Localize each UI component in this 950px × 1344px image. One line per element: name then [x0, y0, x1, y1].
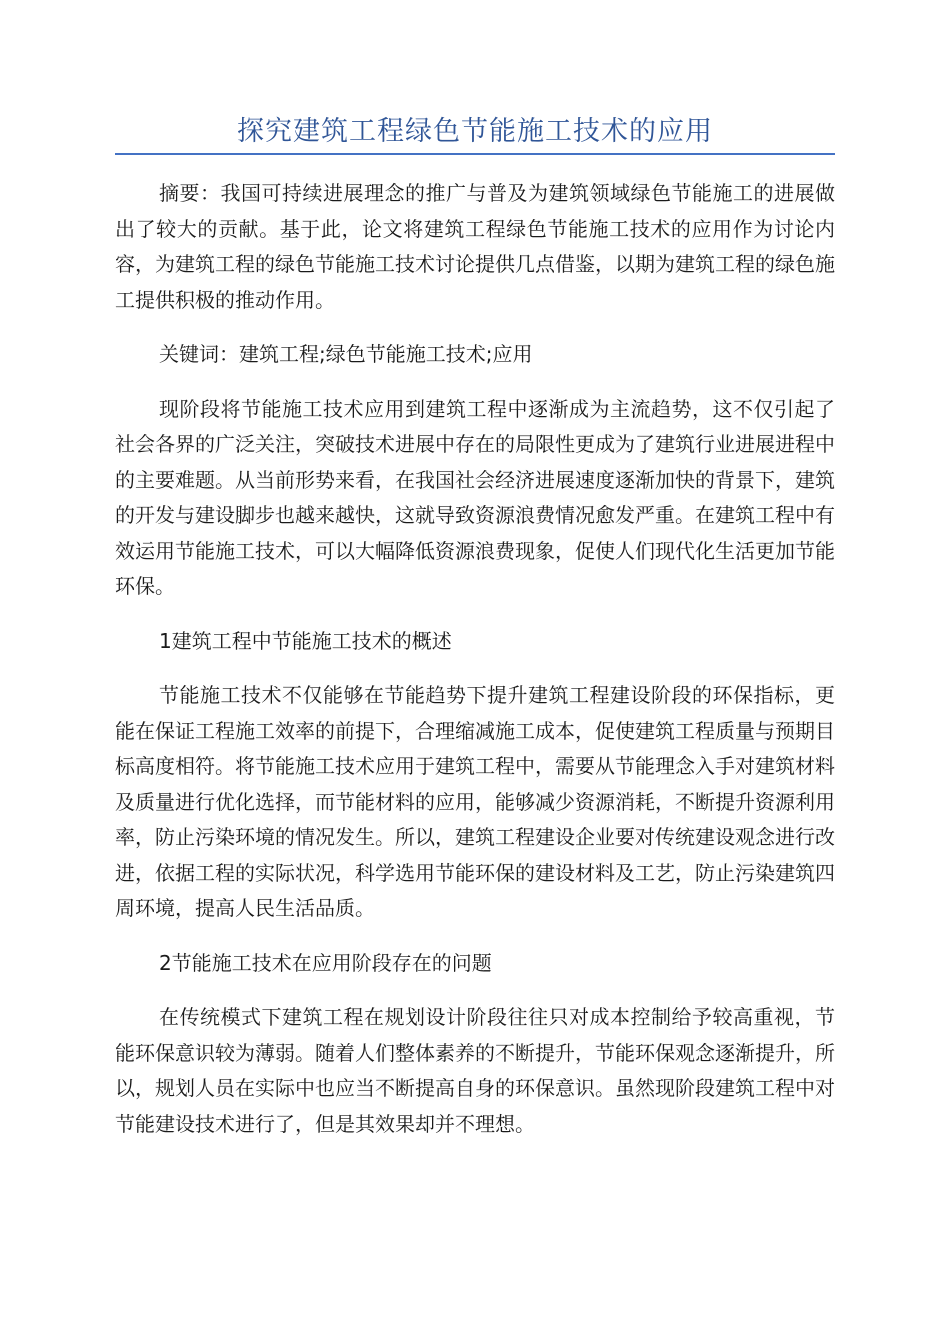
document-body [115, 176, 835, 1161]
document-title: 探究建筑工程绿色节能施工技术的应用 [237, 116, 713, 147]
intro-paragraph: 现阶段将节能施工技术应用到建筑工程中逐渐成为主流趋势，这不仅引起了社会各界的广泛关注，突破技术进展中存在的局限性更成为了建筑行业进展进程中的主要难题。从当前形势来看，在我国社会经济进展速度逐渐加快的背景下，建筑的开发与建设脚步也越来越快，这就导致资源浪费情况愈发严重。在建筑工程中有效运用节能施工技术，可以大幅降低资源浪费现象，促使人们现代化生活更加节能环保。 [115, 396, 835, 598]
abstract-paragraph: 摘要：我国可持续进展理念的推广与普及为建筑领域绿色节能施工的进展做出了较大的贡献。基于此，论文将建筑工程绿色节能施工技术的应用作为讨论内容，为建筑工程的绿色节能施工技术讨论提供几点借鉴，以期为建筑工程的绿色施工提供积极的推动作用。 [115, 181, 835, 312]
section-heading-1: 1建筑工程中节能施工技术的概述 [159, 628, 452, 653]
section-2-paragraph: 在传统模式下建筑工程在规划设计阶段往往只对成本控制给予较高重视，节能环保意识较为薄弱。随着人们整体素养的不断提升，节能环保观念逐渐提升，所以，规划人员在实际中也应当不断提高自身的环保意识。虽然现阶段建筑工程中对节能建设技术进行了，但是其效果却并不理想。 [115, 1005, 835, 1136]
section-heading-2: 2节能施工技术在应用阶段存在的问题 [159, 950, 492, 975]
keywords-paragraph: 关键词：建筑工程;绿色节能施工技术;应用 [159, 342, 533, 366]
title-underline [115, 153, 835, 155]
section-1-paragraph: 节能施工技术不仅能够在节能趋势下提升建筑工程建设阶段的环保指标，更能在保证工程施工效率的前提下，合理缩减施工成本，促使建筑工程质量与预期目标高度相符。将节能施工技术应用于建筑工程中，需要从节能理念入手对建筑材料及质量进行优化选择，而节能材料的应用，能够减少资源消耗，不断提升资源利用率，防止污染环境的情况发生。所以，建筑工程建设企业要对传统建设观念进行改进，依据工程的实际状况，科学选用节能环保的建设材料及工艺，防止污染建筑四周环境，提高人民生活品质。 [115, 683, 835, 920]
